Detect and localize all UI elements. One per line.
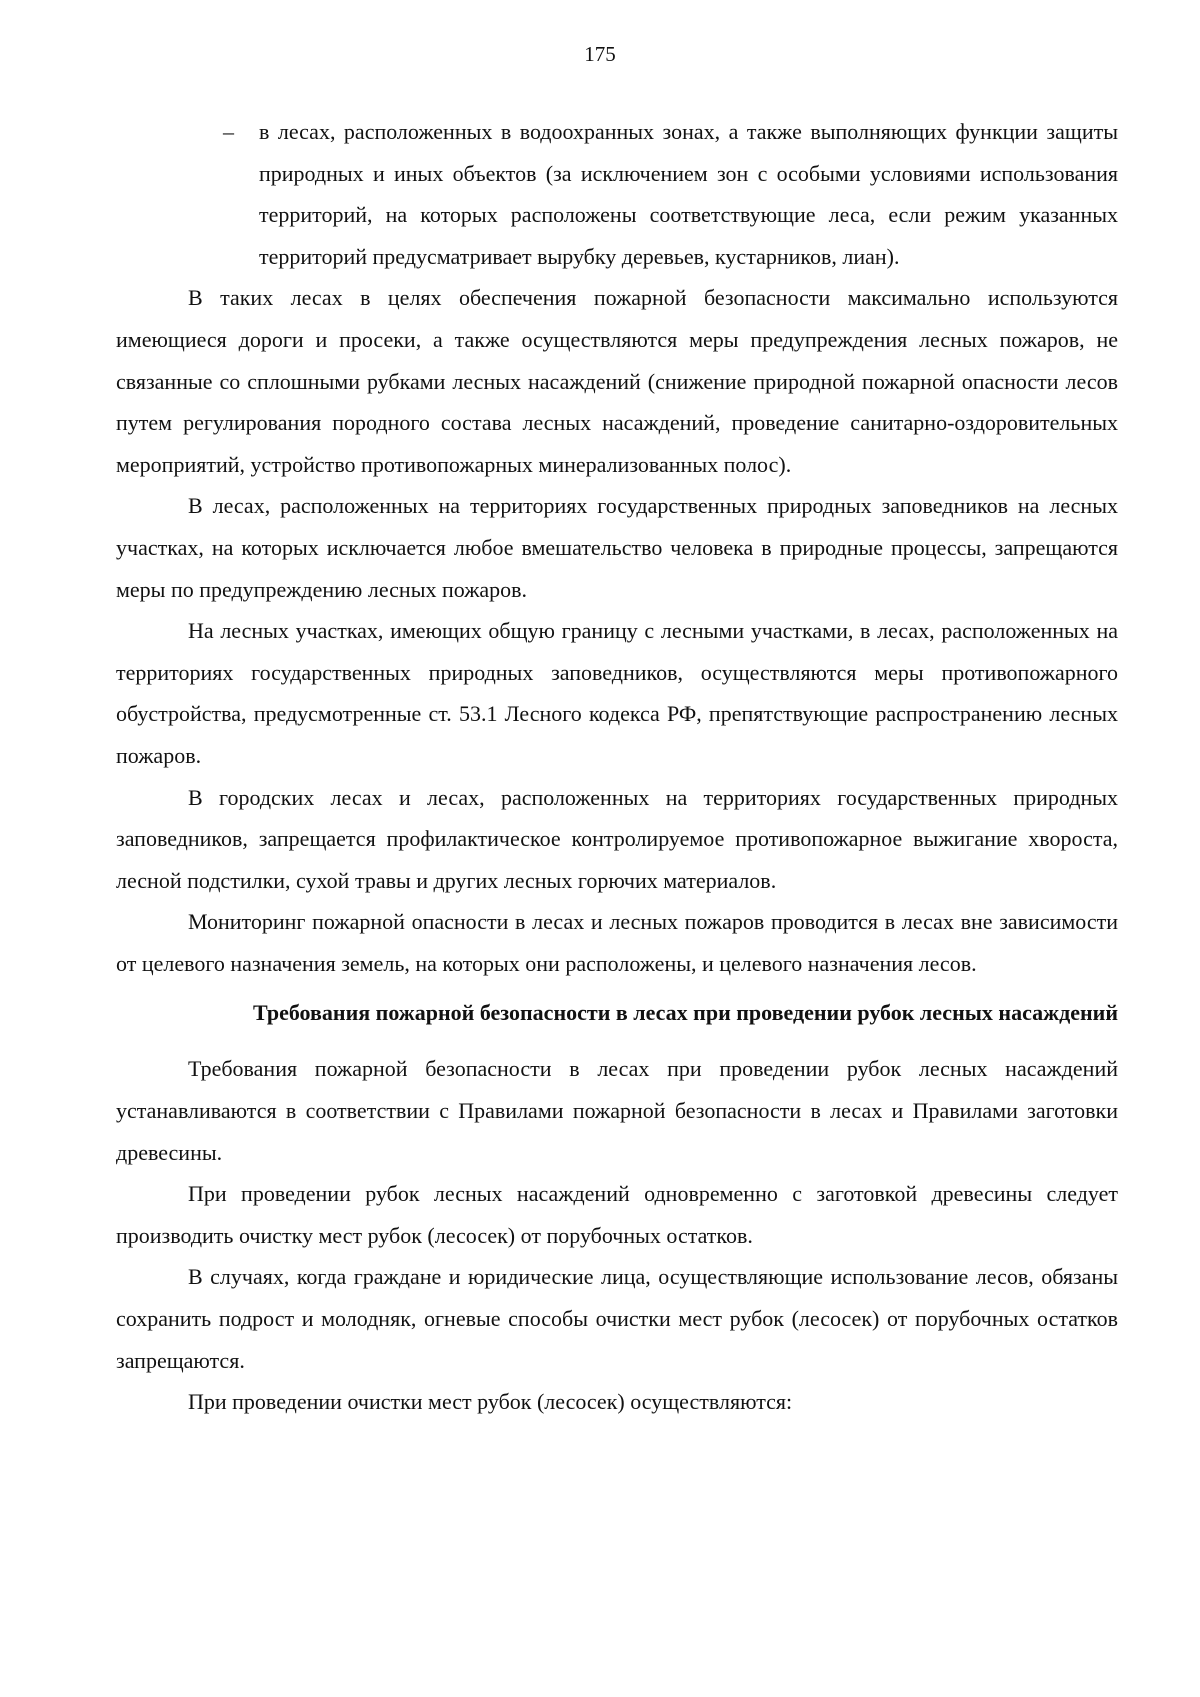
bullet-text: в лесах, расположенных в водоохранных зонах, а также выполняющих функции защиты природных и иных объектов (за исключением зон с особыми условиями использования территорий, на которых расположены соответствующие леса, если режим указанных территорий предусматривает вырубку деревьев, кустарников, лиан). bbox=[259, 119, 1118, 269]
paragraph: При проведении очистки мест рубок (лесосек) осуществляются: bbox=[188, 1389, 793, 1415]
paragraph: В случаях, когда граждане и юридические лица, осуществляющие использование лесов, обязаны сохранить подрост и молодняк, огневые способы очистки мест рубок (лесосек) от порубочных остатков запрещаются. bbox=[116, 1264, 1118, 1373]
section-heading: Требования пожарной безопасности в лесах при проведении рубок лесных насаждений bbox=[253, 1000, 1118, 1026]
paragraph: При проведении рубок лесных насаждений одновременно с заготовкой древесины следует производить очистку мест рубок (лесосек) от порубочных остатков. bbox=[116, 1181, 1118, 1248]
paragraph: Требования пожарной безопасности в лесах при проведении рубок лесных насаждений устанавливаются в соответствии с Правилами пожарной безопасности в лесах и Правилами заготовки древесины. bbox=[116, 1056, 1118, 1165]
paragraph: На лесных участках, имеющих общую границу с лесными участками, в лесах, расположенных на территориях государственных природных заповедников, осуществляются меры противопожарного обустройства, предусмотренные ст. 53.1 Лесного кодекса РФ, препятствующие распространению лесных пожаров. bbox=[116, 618, 1118, 768]
paragraph: Мониторинг пожарной опасности в лесах и лесных пожаров проводится в лесах вне зависимости от целевого назначения земель, на которых они расположены, и целевого назначения лесов. bbox=[116, 909, 1118, 976]
paragraph: В лесах, расположенных на территориях государственных природных заповедников на лесных участках, на которых исключается любое вмешательство человека в природные процессы, запрещаются меры по предупреждению лесных пожаров. bbox=[116, 493, 1118, 602]
page-number: 175 bbox=[584, 42, 616, 66]
document-body bbox=[116, 111, 1118, 1423]
bullet-item bbox=[223, 111, 1118, 277]
paragraph: В таких лесах в целях обеспечения пожарной безопасности максимально используются имеющиеся дороги и просеки, а также осуществляются меры предупреждения лесных пожаров, не связанные со сплошными рубками лесных насаждений (снижение природной пожарной опасности лесов путем регулирования породного состава лесных насаждений, проведение санитарно-оздоровительных мероприятий, устройство противопожарных минерализованных полос). bbox=[116, 285, 1118, 477]
paragraph: В городских лесах и лесах, расположенных на территориях государственных природных заповедников, запрещается профилактическое контролируемое противопожарное выжигание хвороста, лесной подстилки, сухой травы и других лесных горючих материалов. bbox=[116, 784, 1118, 893]
bullet-marker: – bbox=[223, 119, 234, 144]
